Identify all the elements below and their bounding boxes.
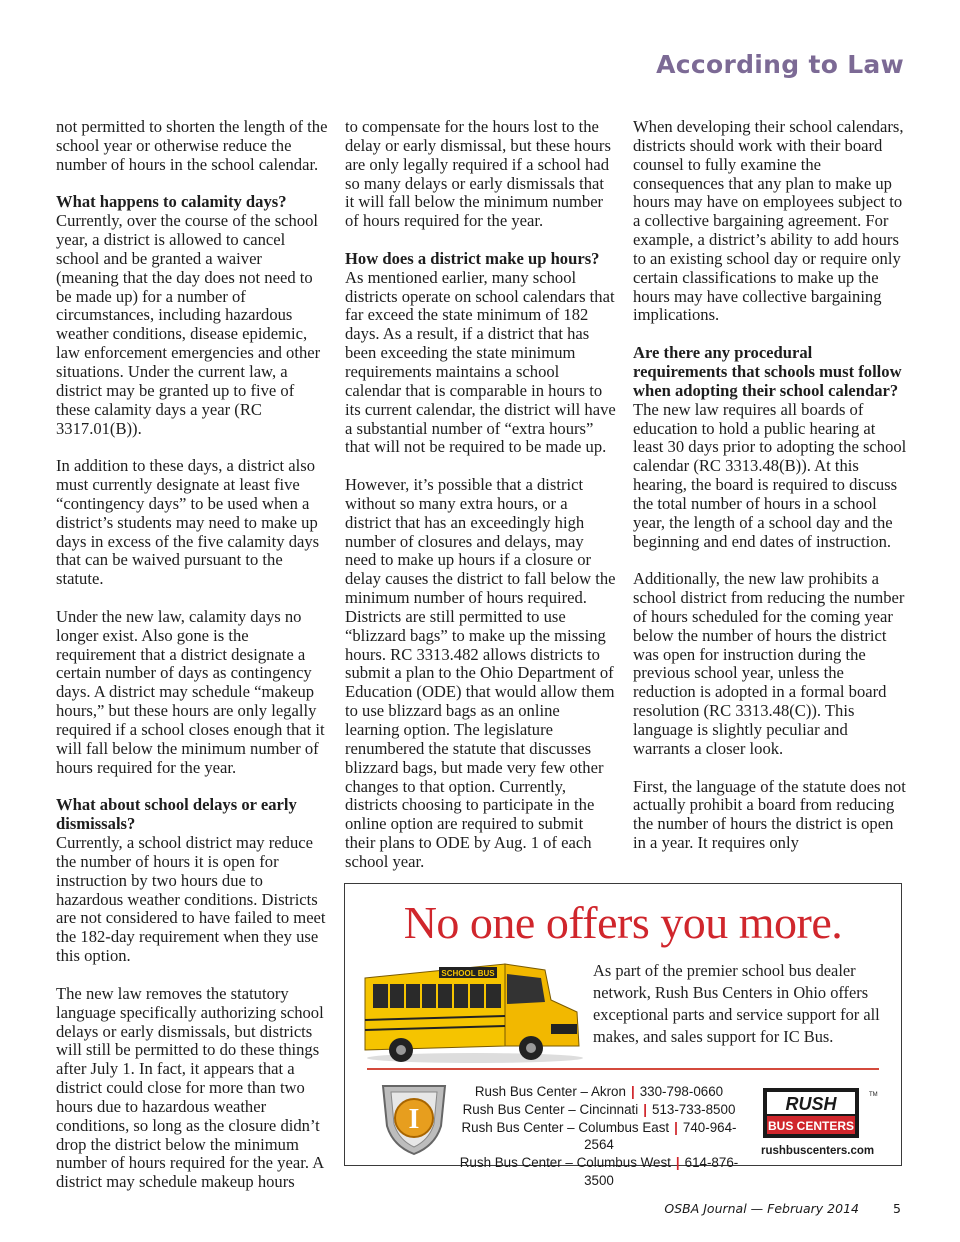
rush-bus-centers-logo: [759, 1084, 889, 1158]
ic-bus-shield-logo: [377, 1080, 451, 1156]
contact-line: Rush Bus Center – Cincinnati | 513-733-8500: [462, 1101, 736, 1117]
article-column-3: [633, 118, 907, 872]
svg-text:RUSH: RUSH: [785, 1094, 837, 1114]
page-number: 5: [893, 1201, 901, 1216]
section-title: According to Law: [656, 50, 904, 79]
paragraph: When developing their school calendars, districts should work with their board counsel to fully examine the consequences that any plan to make up hours may have on employees subject to a collective bargaining agreement. For example, a district’s ability to add hours to an existing school day or require only certain classifications to make up the hours may have collective bargaining implications.: [633, 117, 904, 325]
paragraph: Additionally, the new law prohibits a school district from reducing the number of hours scheduled for the coming year below the number of hours the district was open for instruction during the previous school year, unless the reduction is adopted in a formal board resolution (RC 3313.48(C)). This language is slightly peculiar and warrants a closer look.: [633, 569, 905, 758]
paragraph: to compensate for the hours lost to the delay or early dismissal, but these hours are only legally required if a school had so many delays or early dismissals that it will fall below the minimum number of hours required for the year.: [345, 117, 611, 231]
paragraph: First, the language of the statute does not actually prohibit a board from reducing the number of hours the district is open in a year. It requires only: [633, 776, 906, 853]
contact-line: Rush Bus Center – Akron | 330-798-0660: [474, 1084, 724, 1099]
rush-bus-advertisement: [344, 883, 902, 1188]
article-column-1: [56, 118, 328, 1211]
paragraph: The new law requires all boards of education to hold a public hearing at least 30 days prior to adopting the school calendar (RC 3313.48(B)). At this hearing, the board is required to discuss the total number of hours in a school year, the length of a school day and the beginning and end dates of instruction.: [633, 399, 907, 551]
svg-text:rushbuscenters.com: rushbuscenters.com: [761, 1145, 875, 1157]
contact-line: Rush Bus Center – Columbus East | 740-964-2564: [461, 1119, 737, 1153]
svg-text:TM: TM: [869, 1092, 878, 1098]
svg-text:I: I: [408, 1104, 420, 1135]
subheading-calamity-days: What happens to calamity days?: [56, 192, 287, 212]
paragraph: Currently, over the course of the school year, a district is allowed to cancel school and be granted a waiver (meaning that the day does not need to be made up) for a number of circumstances, including hazardous weather conditions, disease epidemic, law enforcement emergencies and other situations. Under the current law, a district may be granted up to five of these calamity days a year (RC 3317.01(B)).: [56, 211, 321, 438]
svg-text:BUS CENTERS: BUS CENTERS: [767, 1119, 855, 1133]
dealer-contact-list: [453, 1083, 745, 1190]
paragraph: The new law removes the statutory language specifically authorizing school delays or early dismissals, but districts will still be permitted to do these things after July 1. In fact, it appears that a district could close for more than two hours due to hazardous weather conditions, so long as the closure didn’t drop the district below the minimum number of hours required for the year. A district may schedule makeup hours: [56, 983, 324, 1192]
ad-body-text: As part of the premier school bus dealer network, Rush Bus Centers in Ohio offers exceptional parts and service support for all makes, and sales support for IC Bus.: [593, 961, 880, 1046]
subheading-procedural-requirements: Are there any procedural requirements that schools must follow when adopting their school calendar?: [633, 343, 902, 400]
paragraph: not permitted to shorten the length of the school year or otherwise reduce the number of hours in the school calendar.: [56, 117, 328, 174]
svg-text:SCHOOL BUS: SCHOOL BUS: [441, 969, 495, 978]
article-column-2: [345, 118, 617, 891]
paragraph: However, it’s possible that a district without so many extra hours, or a district that has an exceedingly high number of closures and delays, may need to make up hours if a closure or delay causes the district to fall below the minimum number of hours required. Districts are still permitted to use “blizzard bags” to make up the missing hours. RC 3313.482 allows districts to submit a plan to the Ohio Department of Education (ODE) that would allow them to use blizzard bags as an online learning option. The legislature renumbered the statute that discusses blizzard bags, but made very few other changes to that option. Currently, districts choosing to participate in the online option are required to submit their plans to ODE by Aug. 1 of each school year.: [345, 475, 616, 871]
paragraph: Under the new law, calamity days no longer exist. Also gone is the requirement that a district designate a certain number of days as contingency days. A district may schedule “makeup hours,” but these hours are only legally required if a school closes enough that it will fall below the minimum number of hours required for the year.: [56, 606, 325, 777]
subheading-make-up-hours: How does a district make up hours?: [345, 248, 600, 268]
paragraph: In addition to these days, a district also must currently designate at least five “contingency days” to be used when a district’s students may need to make up days in excess of the five calamity days that can be waived pursuant to the statute.: [56, 456, 320, 589]
ad-divider: [367, 1068, 879, 1070]
contact-line: Rush Bus Center – Columbus West | 614-876-3500: [459, 1155, 739, 1188]
ad-headline: No one offers you more.: [403, 897, 843, 948]
school-bus-image: [355, 954, 587, 1064]
paragraph: Currently, a school district may reduce the number of hours it is open for instruction by two hours due to hazardous weather conditions. Districts are not considered to have failed to meet the 182-day requirement when they use this option.: [56, 833, 326, 966]
subheading-delays: What about school delays or early dismissals?: [56, 795, 297, 834]
journal-footer: OSBA Journal — February 2014: [664, 1201, 859, 1216]
paragraph: As mentioned earlier, many school districts operate on school calendars that far exceed the state minimum of 182 days. As a result, if a district that has been exceeding the state minimum requirements maintains a school calendar that is comparable in hours to its current calendar, the district will have a substantial number of “extra hours” that will not be required to be made up.: [345, 267, 616, 457]
